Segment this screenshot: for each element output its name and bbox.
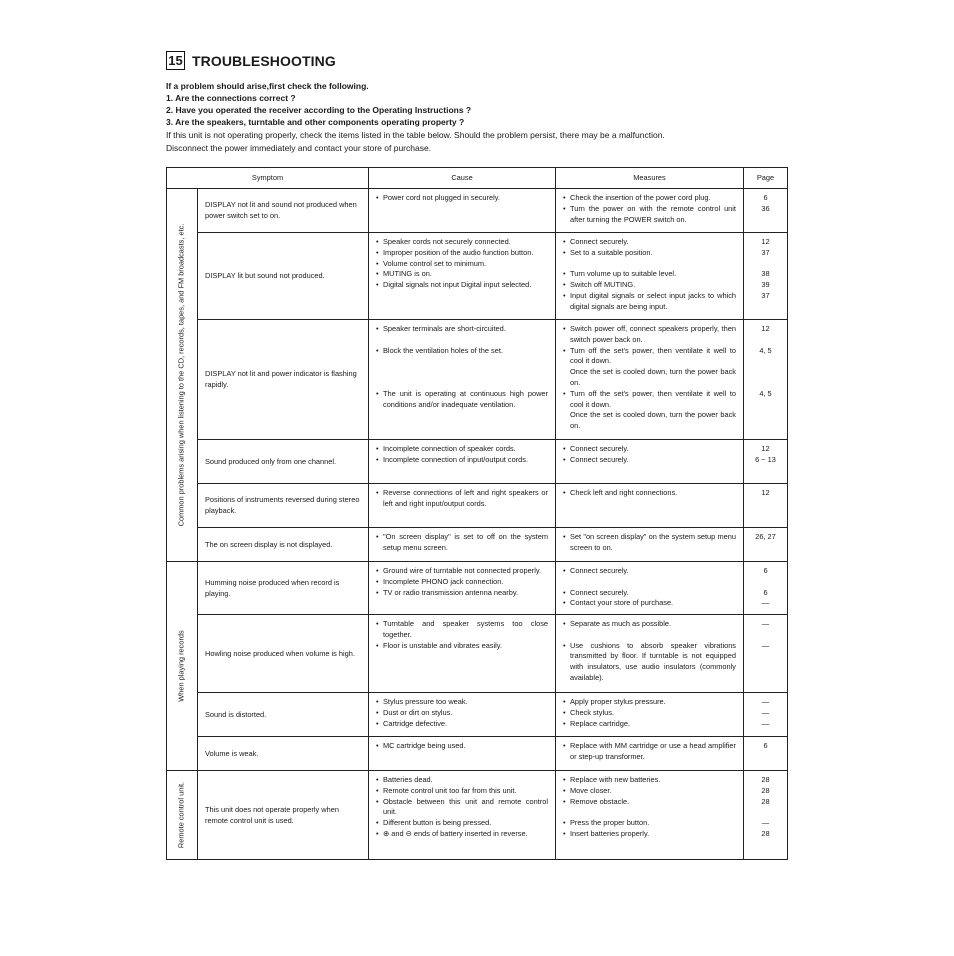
measure-item: • Turn off the set's power, then ventilate it well to cool it down. — [563, 389, 736, 411]
header-measures: Measures — [556, 168, 744, 189]
table-row — [167, 320, 788, 440]
page-ref: 37 — [761, 247, 770, 257]
cause-cell — [369, 320, 556, 440]
measure-item: • Connect securely. — [563, 444, 736, 455]
page-ref: — — [761, 640, 770, 650]
cause-item: • TV or radio transmission antenna nearby. — [376, 588, 548, 599]
page-cell — [744, 771, 788, 860]
page-title: TROUBLESHOOTING — [192, 52, 336, 69]
measure-item: • Check the insertion of the power cord plug. — [563, 193, 736, 204]
cause-item: • Speaker cords not securely connected. — [376, 237, 548, 248]
measure-item: • Check stylus. — [563, 708, 736, 719]
cause-cell — [369, 562, 556, 615]
measure-item: • Apply proper stylus pressure. — [563, 697, 736, 708]
symptom-cell: The on screen display is not displayed. — [198, 528, 369, 562]
table-row — [167, 233, 788, 320]
page-cell — [744, 320, 788, 440]
measure-item: • Turn volume up to suitable level. — [563, 269, 736, 280]
page-ref: — — [761, 818, 770, 828]
symptom-cell: Positions of instruments reversed during stereo playback. — [198, 484, 369, 528]
measure-item: • Insert batteries properly. — [563, 829, 736, 840]
page-cell — [744, 189, 788, 233]
measure-item: • Remove obstacle. — [563, 797, 736, 808]
measure-item: • Replace with new batteries. — [563, 775, 736, 786]
page-ref: 12 — [761, 444, 770, 453]
troubleshooting-table — [166, 167, 788, 860]
measure-item: • Turn off the set's power, then ventilate it well to cool it down. — [563, 346, 736, 368]
measures-cell — [556, 320, 744, 440]
cause-item: • Block the ventilation holes of the set. — [376, 346, 548, 357]
check-item: 3. Are the speakers, turntable and other components operating property ? — [166, 117, 465, 127]
measure-item: • Contact your store of purchase. — [563, 598, 736, 609]
cause-item: • Ground wire of turntable not connected properly. — [376, 566, 548, 577]
page-cell — [744, 440, 788, 484]
cause-item: • Speaker terminals are short-circuited. — [376, 324, 548, 335]
page-ref: — — [761, 718, 770, 728]
group-common — [167, 189, 198, 562]
page-ref: 37 — [761, 290, 770, 300]
symptom-cell: Sound is distorted. — [198, 693, 369, 737]
cause-item: • Remote control unit too far from this unit. — [376, 786, 548, 797]
intro-block — [166, 80, 806, 154]
measure-item: • Connect securely. — [563, 566, 736, 577]
cause-item: • MC cartridge being used. — [376, 741, 548, 752]
table-row — [167, 189, 788, 233]
measures-cell — [556, 615, 744, 693]
table-row — [167, 562, 788, 615]
measure-item: • Set "on screen display" on the system setup menu screen to on. — [563, 532, 736, 554]
symptom-cell: Volume is weak. — [198, 737, 369, 771]
page-ref: 39 — [761, 280, 770, 290]
cause-cell — [369, 484, 556, 528]
section-heading — [166, 51, 336, 70]
table-row — [167, 528, 788, 562]
page-ref: 12 — [761, 237, 770, 246]
cause-item: • Digital signals not input Digital input selected. — [376, 280, 548, 291]
cause-item: • Floor is unstable and vibrates easily. — [376, 641, 548, 652]
cause-item: • Batteries dead. — [376, 775, 548, 786]
page-ref: — — [761, 697, 770, 706]
header-symptom: Symptom — [167, 168, 369, 189]
symptom-cell: Humming noise produced when record is playing. — [198, 562, 369, 615]
group-label-remote: Remote control unit. — [176, 781, 186, 849]
measure-item: • Turn the power on with the remote control unit after turning the POWER switch on. — [563, 204, 736, 226]
header-cause: Cause — [369, 168, 556, 189]
table-row — [167, 484, 788, 528]
page-ref: 6 — [763, 587, 768, 597]
page-ref: 26, 27 — [755, 532, 776, 541]
cause-item: • Improper position of the audio function button. — [376, 248, 548, 259]
measure-item: • Replace cartridge. — [563, 719, 736, 730]
measures-cell — [556, 562, 744, 615]
symptom-cell: DISPLAY not lit and sound not produced when power switch set to on. — [198, 189, 369, 233]
cause-item: • Power cord not plugged in securely. — [376, 193, 548, 204]
measure-item: • Switch off MUTING. — [563, 280, 736, 291]
section-number: 15 — [166, 51, 185, 70]
page-cell — [744, 693, 788, 737]
page-cell — [744, 233, 788, 320]
page-ref: — — [761, 598, 770, 608]
page-ref: 12 — [761, 324, 770, 333]
measure-item: • Check left and right connections. — [563, 488, 736, 499]
symptom-cell: DISPLAY lit but sound not produced. — [198, 233, 369, 320]
cause-item: • Volume control set to minimum. — [376, 259, 548, 270]
group-records — [167, 562, 198, 771]
cause-item: • "On screen display" is set to off on the system setup menu screen. — [376, 532, 548, 554]
group-label-common: Common problems arising when listening to the CD, records, tapes, and FM broadcasts, etc. — [176, 223, 186, 527]
cause-item: • ⊕ and ⊖ ends of battery inserted in reverse. — [376, 829, 548, 840]
page-ref: 38 — [761, 269, 770, 279]
measures-cell — [556, 737, 744, 771]
cause-cell — [369, 528, 556, 562]
measures-cell — [556, 771, 744, 860]
measure-item: • Connect securely. — [563, 455, 736, 466]
page-cell — [744, 615, 788, 693]
page-cell — [744, 737, 788, 771]
cause-item: • Different button is being pressed. — [376, 818, 548, 829]
page-ref: 36 — [761, 203, 770, 213]
cause-cell — [369, 693, 556, 737]
group-label-records: When playing records — [176, 630, 186, 702]
measure-continuation: Once the set is cooled down, turn the power back on. — [570, 367, 736, 387]
measure-item: • Press the proper button. — [563, 818, 736, 829]
page-cell — [744, 528, 788, 562]
measure-item: • Switch power off, connect speakers properly, then switch power back on. — [563, 324, 736, 346]
intro-note: Disconnect the power immediately and contact your store of purchase. — [166, 143, 432, 153]
measure-item: • Move closer. — [563, 786, 736, 797]
measure-item: • Separate as much as possible. — [563, 619, 736, 630]
page-ref: — — [761, 619, 770, 628]
page-ref: 12 — [761, 488, 770, 497]
cause-item: • Obstacle between this unit and remote control unit. — [376, 797, 548, 819]
table-row — [167, 615, 788, 693]
table-row — [167, 440, 788, 484]
cause-item: • Incomplete PHONO jack connection. — [376, 577, 548, 588]
measures-cell — [556, 189, 744, 233]
cause-item: • MUTING is on. — [376, 269, 548, 280]
table-row — [167, 771, 788, 860]
cause-cell — [369, 189, 556, 233]
page-ref: 6 ~ 13 — [755, 454, 776, 464]
cause-cell — [369, 771, 556, 860]
page-ref: 4, 5 — [759, 388, 772, 398]
cause-item: • Incomplete connection of speaker cords. — [376, 444, 548, 455]
measure-item: • Replace with MM cartridge or use a head amplifier or step-up transformer. — [563, 741, 736, 763]
page-ref: 28 — [761, 775, 770, 784]
measure-item: • Input digital signals or select input jacks to which digital signals are being input. — [563, 291, 736, 313]
measures-cell — [556, 693, 744, 737]
cause-cell — [369, 615, 556, 693]
cause-item: • Dust or dirt on stylus. — [376, 708, 548, 719]
measures-cell — [556, 484, 744, 528]
cause-item: • Turntable and speaker systems too close together. — [376, 619, 548, 641]
cause-item: • Stylus pressure too weak. — [376, 697, 548, 708]
group-remote — [167, 771, 198, 860]
measure-item: • Connect securely. — [563, 588, 736, 599]
cause-cell — [369, 233, 556, 320]
page-ref: 6 — [763, 566, 768, 575]
measure-item: • Set to a suitable position. — [563, 248, 736, 259]
measure-item: • Connect securely. — [563, 237, 736, 248]
cause-item: • The unit is operating at continuous high power conditions and/or inadequate ventilation. — [376, 389, 548, 411]
page-ref: — — [761, 707, 770, 717]
page-cell — [744, 562, 788, 615]
table-header-row — [167, 168, 788, 189]
measures-cell — [556, 528, 744, 562]
table-row — [167, 693, 788, 737]
intro-lead: If a problem should arise,first check the following. — [166, 81, 369, 91]
page-ref: 28 — [761, 828, 770, 838]
measures-cell — [556, 233, 744, 320]
page-ref: 28 — [761, 785, 770, 795]
cause-cell — [369, 737, 556, 771]
cause-item: • Cartridge defective. — [376, 719, 548, 730]
symptom-cell: DISPLAY not lit and power indicator is flashing rapidly. — [198, 320, 369, 440]
symptom-cell: Sound produced only from one channel. — [198, 440, 369, 484]
page-cell — [744, 484, 788, 528]
page-ref: 28 — [761, 796, 770, 806]
cause-item: • Incomplete connection of input/output cords. — [376, 455, 548, 466]
header-page: Page — [744, 168, 788, 189]
symptom-cell: This unit does not operate properly when remote control unit is used. — [198, 771, 369, 860]
page-ref: 6 — [763, 193, 768, 202]
cause-cell — [369, 440, 556, 484]
page-ref: 4, 5 — [759, 345, 772, 355]
measure-item: • Use cushions to absorb speaker vibrations transmitted by floor. If turntable is not equipped with insulators, use audio insulators (commonly available). — [563, 641, 736, 684]
symptom-cell: Howling noise produced when volume is high. — [198, 615, 369, 693]
page-ref: 6 — [763, 741, 768, 750]
measure-continuation: Once the set is cooled down, turn the power back on. — [570, 410, 736, 431]
measures-cell — [556, 440, 744, 484]
check-item: 1. Are the connections correct ? — [166, 93, 296, 103]
intro-note: If this unit is not operating properly, check the items listed in the table below. Should the problem persist, there may be a malfunction. — [166, 130, 665, 140]
cause-item: • Reverse connections of left and right speakers or left and right input/output cords. — [376, 488, 548, 510]
table-row — [167, 737, 788, 771]
check-item: 2. Have you operated the receiver according to the Operating Instructions ? — [166, 105, 472, 115]
